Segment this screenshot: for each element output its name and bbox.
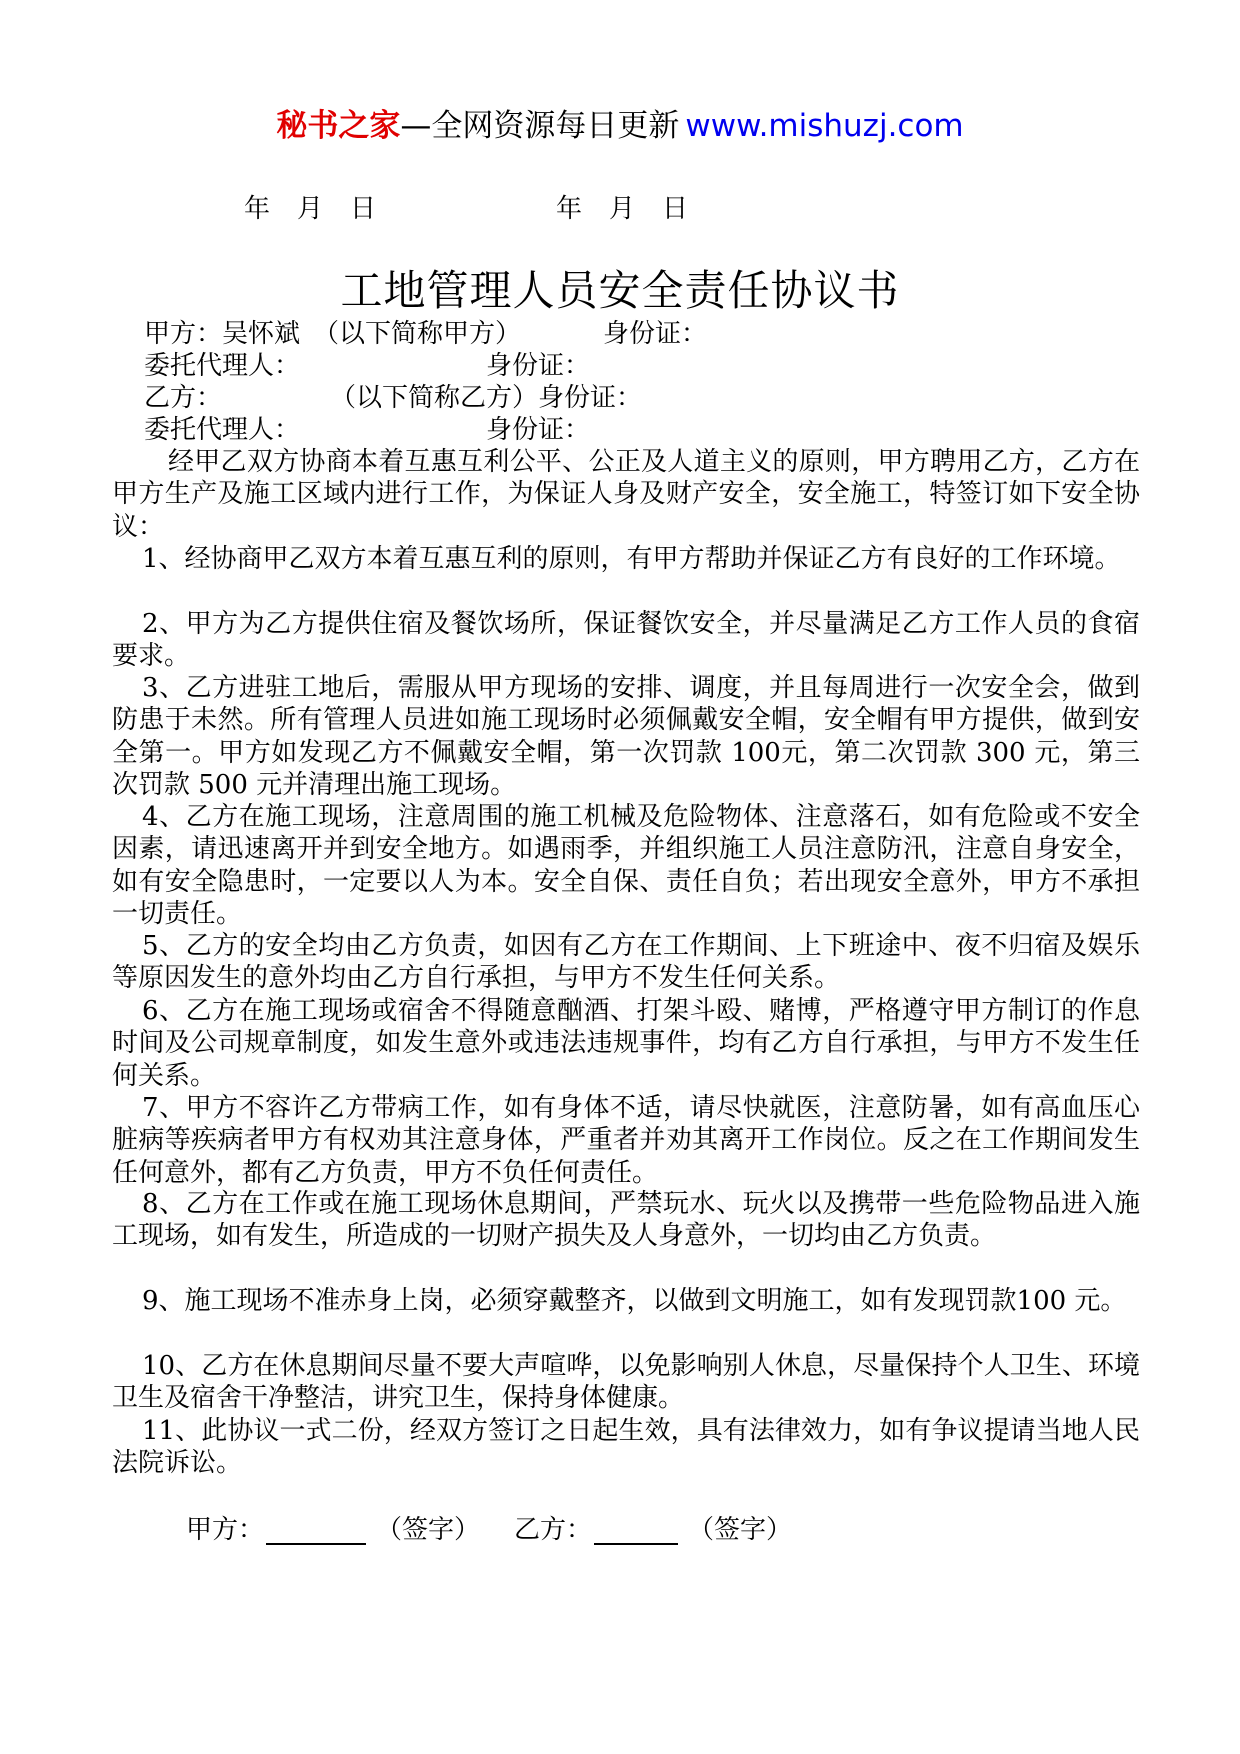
- site-brand: 秘书之家: [276, 108, 401, 144]
- party-b-signature-blank[interactable]: [594, 1517, 678, 1545]
- clause-9: 9、施工现场不准赤身上岗，必须穿戴整齐，以做到文明施工，如有发现罚款100 元。: [142, 1286, 1127, 1316]
- clause-3: 3、乙方进驻工地后，需服从甲方现场的安排、调度，并且每周进行一次安全会，做到防患于未然。所有管理人员进如施工现场时必须佩戴安全帽，安全帽有甲方提供，做到安全第一。甲方如发现乙方不佩戴安全帽，第一次罚款 100元，第二次罚款 300 元，第三次罚款 500 元并清理出施工现场。: [112, 673, 1140, 800]
- date-line-right: [556, 188, 715, 225]
- day-label: 日: [350, 194, 378, 224]
- clause-6: 6、乙方在施工现场或宿舍不得随意酗酒、打架斗殴、赌博，严格遵守甲方制订的作息时间及公司规章制度，如发生意外或违法违规事件，均有乙方自行承担，与甲方不发生任何关系。: [112, 996, 1140, 1091]
- party-a-text: 甲方：吴怀斌 （以下简称甲方）: [144, 319, 522, 349]
- agent-2-id: 身份证：: [486, 415, 591, 445]
- party-a-id: 身份证：: [603, 319, 708, 349]
- party-a-sign-note: （签字）: [376, 1515, 481, 1545]
- clause-10: 10、乙方在休息期间尽量不要大声喧哗，以免影响别人休息，尽量保持个人卫生、环境卫生及宿舍干净整洁，讲究卫生，保持身体健康。: [112, 1351, 1140, 1414]
- site-url-link[interactable]: www.mishuzj.com: [685, 108, 964, 144]
- day-label: 日: [662, 194, 690, 224]
- party-b-sign-label: 乙方：: [514, 1515, 593, 1545]
- month-label: 月: [297, 194, 325, 224]
- intro-paragraph: 经甲乙双方协商本着互惠互利公平、公正及人道主义的原则，甲方聘用乙方，乙方在甲方生产及施工区域内进行工作，为保证人身及财产安全，安全施工，特签订如下安全协议：: [112, 447, 1140, 542]
- party-a-line: [144, 318, 521, 350]
- agent-1-id: 身份证：: [486, 351, 591, 381]
- month-label: 月: [609, 194, 637, 224]
- clause-5: 5、乙方的安全均由乙方负责，如因有乙方在工作期间、上下班途中、夜不归宿及娱乐等原因发生的意外均由乙方自行承担，与甲方不发生任何关系。: [112, 931, 1140, 994]
- party-b-note: （以下简称乙方）身份证：: [330, 383, 643, 413]
- party-b-label: 乙方：: [144, 383, 223, 413]
- signature-line: [186, 1514, 792, 1546]
- clause-1: 1、经协商甲乙双方本着互惠互利的原则，有甲方帮助并保证乙方有良好的工作环境。: [142, 544, 1121, 574]
- site-header: [0, 100, 1240, 145]
- clause-11: 11、此协议一式二份，经双方签订之日起生效，具有法律效力，如有争议提请当地人民法院诉讼。: [112, 1416, 1140, 1479]
- agent-1-label: 委托代理人：: [144, 351, 301, 381]
- document-title: 工地管理人员安全责任协议书: [340, 266, 900, 315]
- clause-2: 2、甲方为乙方提供住宿及餐饮场所，保证餐饮安全，并尽量满足乙方工作人员的食宿要求。: [112, 609, 1140, 672]
- clause-7: 7、甲方不容许乙方带病工作，如有身体不适，请尽快就医，注意防暑，如有高血压心脏病等疾病者甲方有权劝其注意身体，严重者并劝其离开工作岗位。反之在工作期间发生任何意外，都有乙方负责，甲方不负任何责任。: [112, 1093, 1140, 1188]
- party-a-sign-label: 甲方：: [186, 1515, 265, 1545]
- clause-8: 8、乙方在工作或在施工现场休息期间，严禁玩水、玩火以及携带一些危险物品进入施工现场，如有发生，所造成的一切财产损失及人身意外，一切均由乙方负责。: [112, 1189, 1140, 1252]
- year-label: 年: [556, 194, 584, 224]
- agent-2-label: 委托代理人：: [144, 415, 301, 445]
- year-label: 年: [244, 194, 272, 224]
- clause-4: 4、乙方在施工现场，注意周围的施工机械及危险物体、注意落石，如有危险或不安全因素，请迅速离开并到安全地方。如遇雨季，并组织施工人员注意防汛，注意自身安全，如有安全隐患时，一定要以人为本。安全自保、责任自负；若出现安全意外，甲方不承担一切责任。: [112, 802, 1140, 929]
- party-a-signature-blank[interactable]: [266, 1517, 366, 1545]
- site-slogan: —全网资源每日更新: [400, 108, 680, 144]
- date-line-left: [244, 188, 403, 225]
- party-b-sign-note: （签字）: [688, 1515, 793, 1545]
